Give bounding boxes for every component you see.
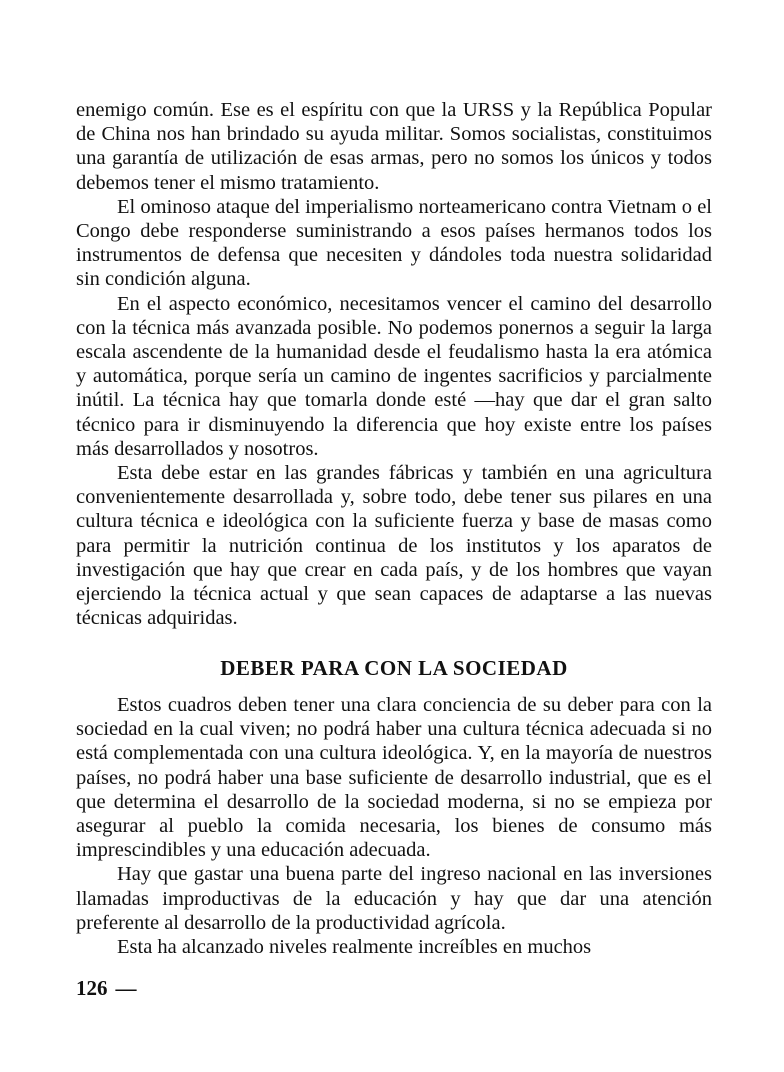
body-text-bottom xyxy=(76,693,712,959)
page-footer xyxy=(76,975,137,1001)
paragraph: Esta ha alcanzado niveles realmente increíbles en muchos xyxy=(117,936,592,959)
paragraph: En el aspecto económico, necesitamos vencer el camino del desarrollo con la técnica más avanzada posible. No podemos ponernos a seguir la larga escala ascendente de la humanidad desde el feudalismo hasta la era atómica y automática, porque sería un camino de ingentes sacrificios y parcialmente inútil. La técnica hay que tomarla donde esté —hay que dar el gran salto técnico para ir disminuyendo la diferencia que hoy existe entre los países más desarrollados y nosotros. xyxy=(76,292,712,460)
page-number-dash: — xyxy=(115,976,137,1000)
section-heading: DEBER PARA CON LA SOCIEDAD xyxy=(220,656,568,680)
body-text-top xyxy=(76,98,712,630)
paragraph: Esta debe estar en las grandes fábricas y también en una agricultura convenientemente desarrollada y, sobre todo, debe tener sus pilares en una cultura técnica e ideológica con la suficiente fuerza y base de masas como para permitir la nutrición continua de los institutos y los aparatos de investigación que hay que crear en cada país, y de los hombres que vayan ejerciendo la técnica actual y que sean capaces de adaptarse a las nuevas técnicas adquiridas. xyxy=(76,462,712,630)
paragraph: enemigo común. Ese es el espíritu con que la URSS y la República Popular de China nos han brindado su ayuda militar. Somos socialistas, constituimos una garantía de utilización de esas armas, pero no somos los únicos y todos debemos tener el mismo tratamiento. xyxy=(76,99,712,194)
paragraph: Estos cuadros deben tener una clara conciencia de su deber para con la sociedad en la cual viven; no podrá haber una cultura técnica adecuada si no está complementada con una cultura ideológica. Y, en la mayoría de nuestros países, no podrá haber una base suficiente de desarrollo industrial, que es el que determina el desarrollo de la sociedad moderna, si no se empieza por asegurar al pueblo la comida necesaria, los bienes de consumo más imprescindibles y una educación adecuada. xyxy=(76,694,712,862)
paragraph: Hay que gastar una buena parte del ingreso nacional en las inversiones llamadas improductivas de la educación y hay que dar una atención preferente al desarrollo de la productividad agrícola. xyxy=(76,863,712,934)
paragraph: El ominoso ataque del imperialismo norteamericano contra Vietnam o el Congo debe responderse suministrando a esos países hermanos todos los instrumentos de defensa que necesiten y dándoles toda nuestra solidaridad sin condición alguna. xyxy=(76,195,712,291)
page-number: 126 xyxy=(76,976,108,1000)
